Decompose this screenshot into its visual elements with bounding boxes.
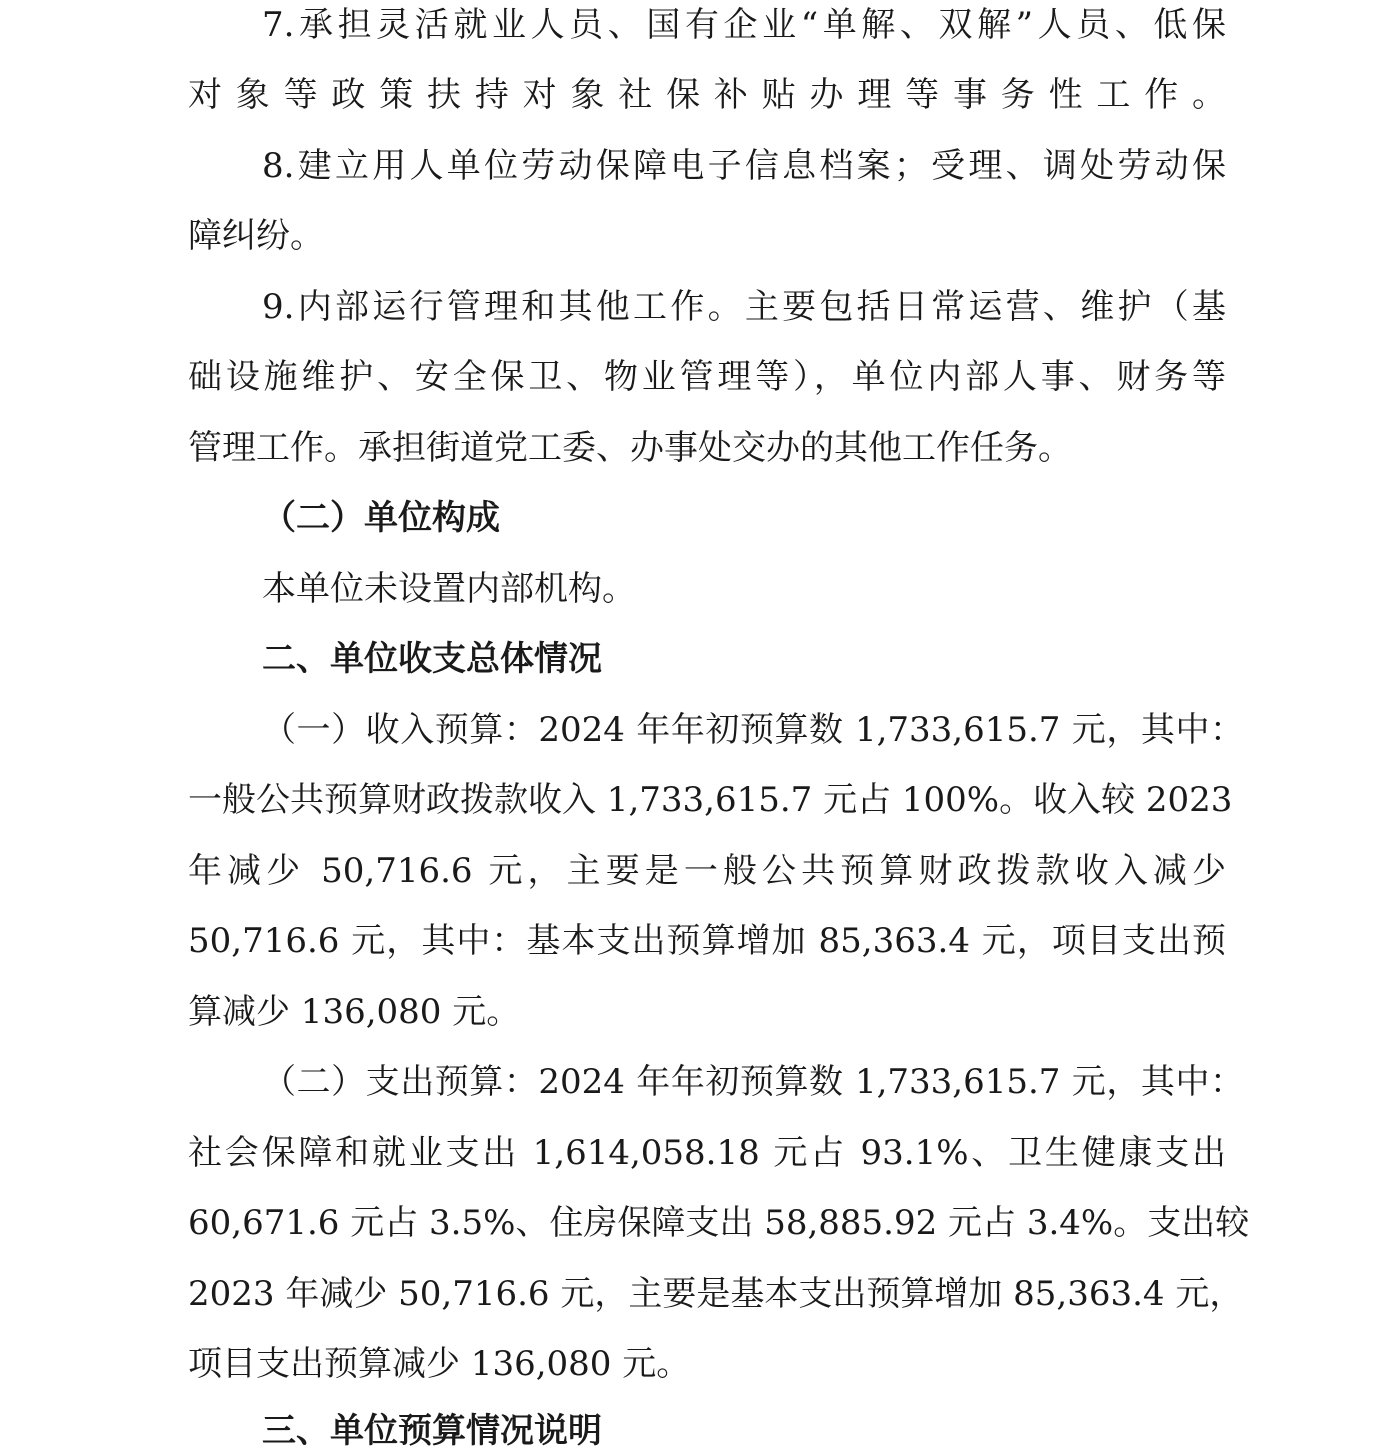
expenditure-budget-line-1: （二）支出预算：2024 年年初预算数 1,733,615.7 元，其中：: [262, 1062, 1244, 1102]
expenditure-budget-line-3: 60,671.6 元占 3.5%、住房保障支出 58,885.92 元占 3.4%。支出较: [188, 1203, 1250, 1243]
section-income-expenditure-heading: 二、单位收支总体情况: [262, 639, 602, 679]
income-budget-line-2: 一般公共预算财政拨款收入 1,733,615.7 元占 100%。收入较 2023: [188, 780, 1233, 820]
paragraph-8-line-2: 障纠纷。: [188, 216, 324, 256]
paragraph-7-line-1: 7.承担灵活就业人员、国有企业“单解、双解”人员、低保: [262, 5, 1226, 45]
expenditure-budget-line-4: 2023 年减少 50,716.6 元，主要是基本支出预算增加 85,363.4 元，: [188, 1274, 1244, 1314]
section-unit-composition-heading: （二）单位构成: [262, 498, 500, 538]
section-budget-explanation-heading: 三、单位预算情况说明: [262, 1411, 602, 1451]
income-budget-line-4: 50,716.6 元，其中：基本支出预算增加 85,363.4 元，项目支出预: [188, 921, 1226, 961]
paragraph-9-line-1: 9.内部运行管理和其他工作。主要包括日常运营、维护（基: [262, 287, 1226, 327]
paragraph-9-line-3: 管理工作。承担街道党工委、办事处交办的其他工作任务。: [188, 428, 1072, 468]
expenditure-budget-line-5: 项目支出预算减少 136,080 元。: [188, 1344, 691, 1384]
income-budget-line-3: 年减少 50,716.6 元，主要是一般公共预算财政拨款收入减少: [188, 851, 1226, 891]
paragraph-8-line-1: 8.建立用人单位劳动保障电子信息档案；受理、调处劳动保: [262, 146, 1226, 186]
paragraph-9-line-2: 础设施维护、安全保卫、物业管理等），单位内部人事、财务等: [188, 357, 1226, 397]
paragraph-7-line-2: 对象等政策扶持对象社保补贴办理等事务性工作。: [188, 75, 1226, 115]
expenditure-budget-line-2: 社会保障和就业支出 1,614,058.18 元占 93.1%、卫生健康支出: [188, 1133, 1226, 1173]
income-budget-line-5: 算减少 136,080 元。: [188, 992, 521, 1032]
income-budget-line-1: （一）收入预算：2024 年年初预算数 1,733,615.7 元，其中：: [262, 710, 1244, 750]
unit-composition-text: 本单位未设置内部机构。: [262, 569, 636, 609]
